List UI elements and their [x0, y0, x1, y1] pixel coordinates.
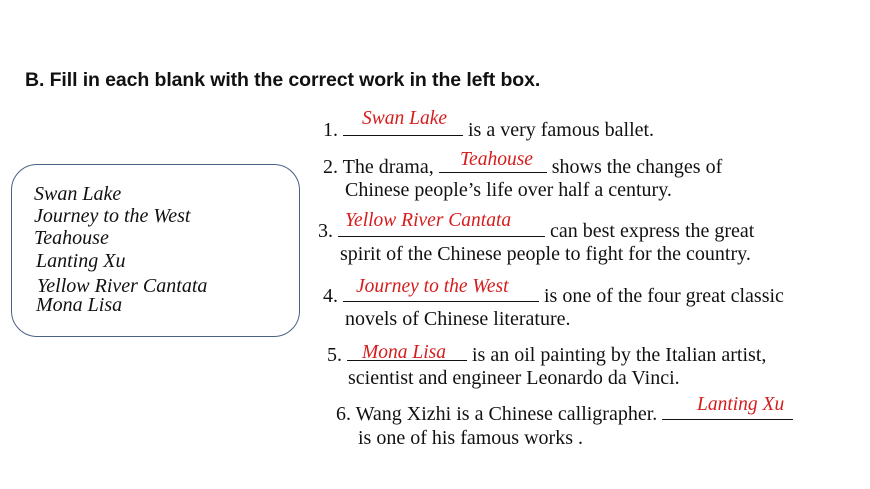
- word-option: Teahouse: [34, 227, 109, 249]
- word-option: Swan Lake: [34, 183, 122, 205]
- question-text: is an oil painting by the Italian artist,: [467, 344, 767, 366]
- question-text: Wang Xizhi is a Chinese calligrapher.: [355, 403, 663, 425]
- question-number: 2.: [323, 156, 338, 178]
- question-number: 5.: [327, 344, 342, 366]
- question-text: shows the changes of: [546, 156, 723, 178]
- word-option: Lanting Xu: [36, 250, 126, 272]
- question-number: 3.: [318, 220, 333, 242]
- question-text: can best express the great: [545, 220, 755, 242]
- question-text: is one of the four great classic: [539, 285, 784, 307]
- question-number: 1.: [323, 119, 338, 141]
- answer-text: Lanting Xu: [697, 394, 785, 415]
- word-option: Yellow River Cantata: [37, 275, 208, 297]
- question-6-continued: is one of his famous works .: [358, 427, 583, 449]
- word-option: Mona Lisa: [36, 294, 123, 316]
- answer-text: Yellow River Cantata: [345, 210, 512, 231]
- answer-text: Teahouse: [460, 149, 533, 170]
- question-text: The drama,: [342, 156, 439, 178]
- answer-text: Swan Lake: [362, 108, 448, 129]
- question-text: is a very famous ballet.: [463, 119, 655, 141]
- instruction-heading: B. Fill in each blank with the correct work in the left box.: [25, 69, 541, 91]
- question-2-continued: Chinese people’s life over half a century.: [345, 179, 672, 201]
- answer-text: Mona Lisa: [362, 342, 446, 363]
- question-number: 4.: [323, 285, 338, 307]
- question-5-continued: scientist and engineer Leonardo da Vinci.: [348, 367, 680, 389]
- word-option: Journey to the West: [34, 205, 191, 227]
- answer-text: Journey to the West: [356, 276, 509, 297]
- question-3-continued: spirit of the Chinese people to fight for the country.: [340, 243, 751, 265]
- question-number: 6.: [336, 403, 351, 425]
- question-4-continued: novels of Chinese literature.: [345, 308, 571, 330]
